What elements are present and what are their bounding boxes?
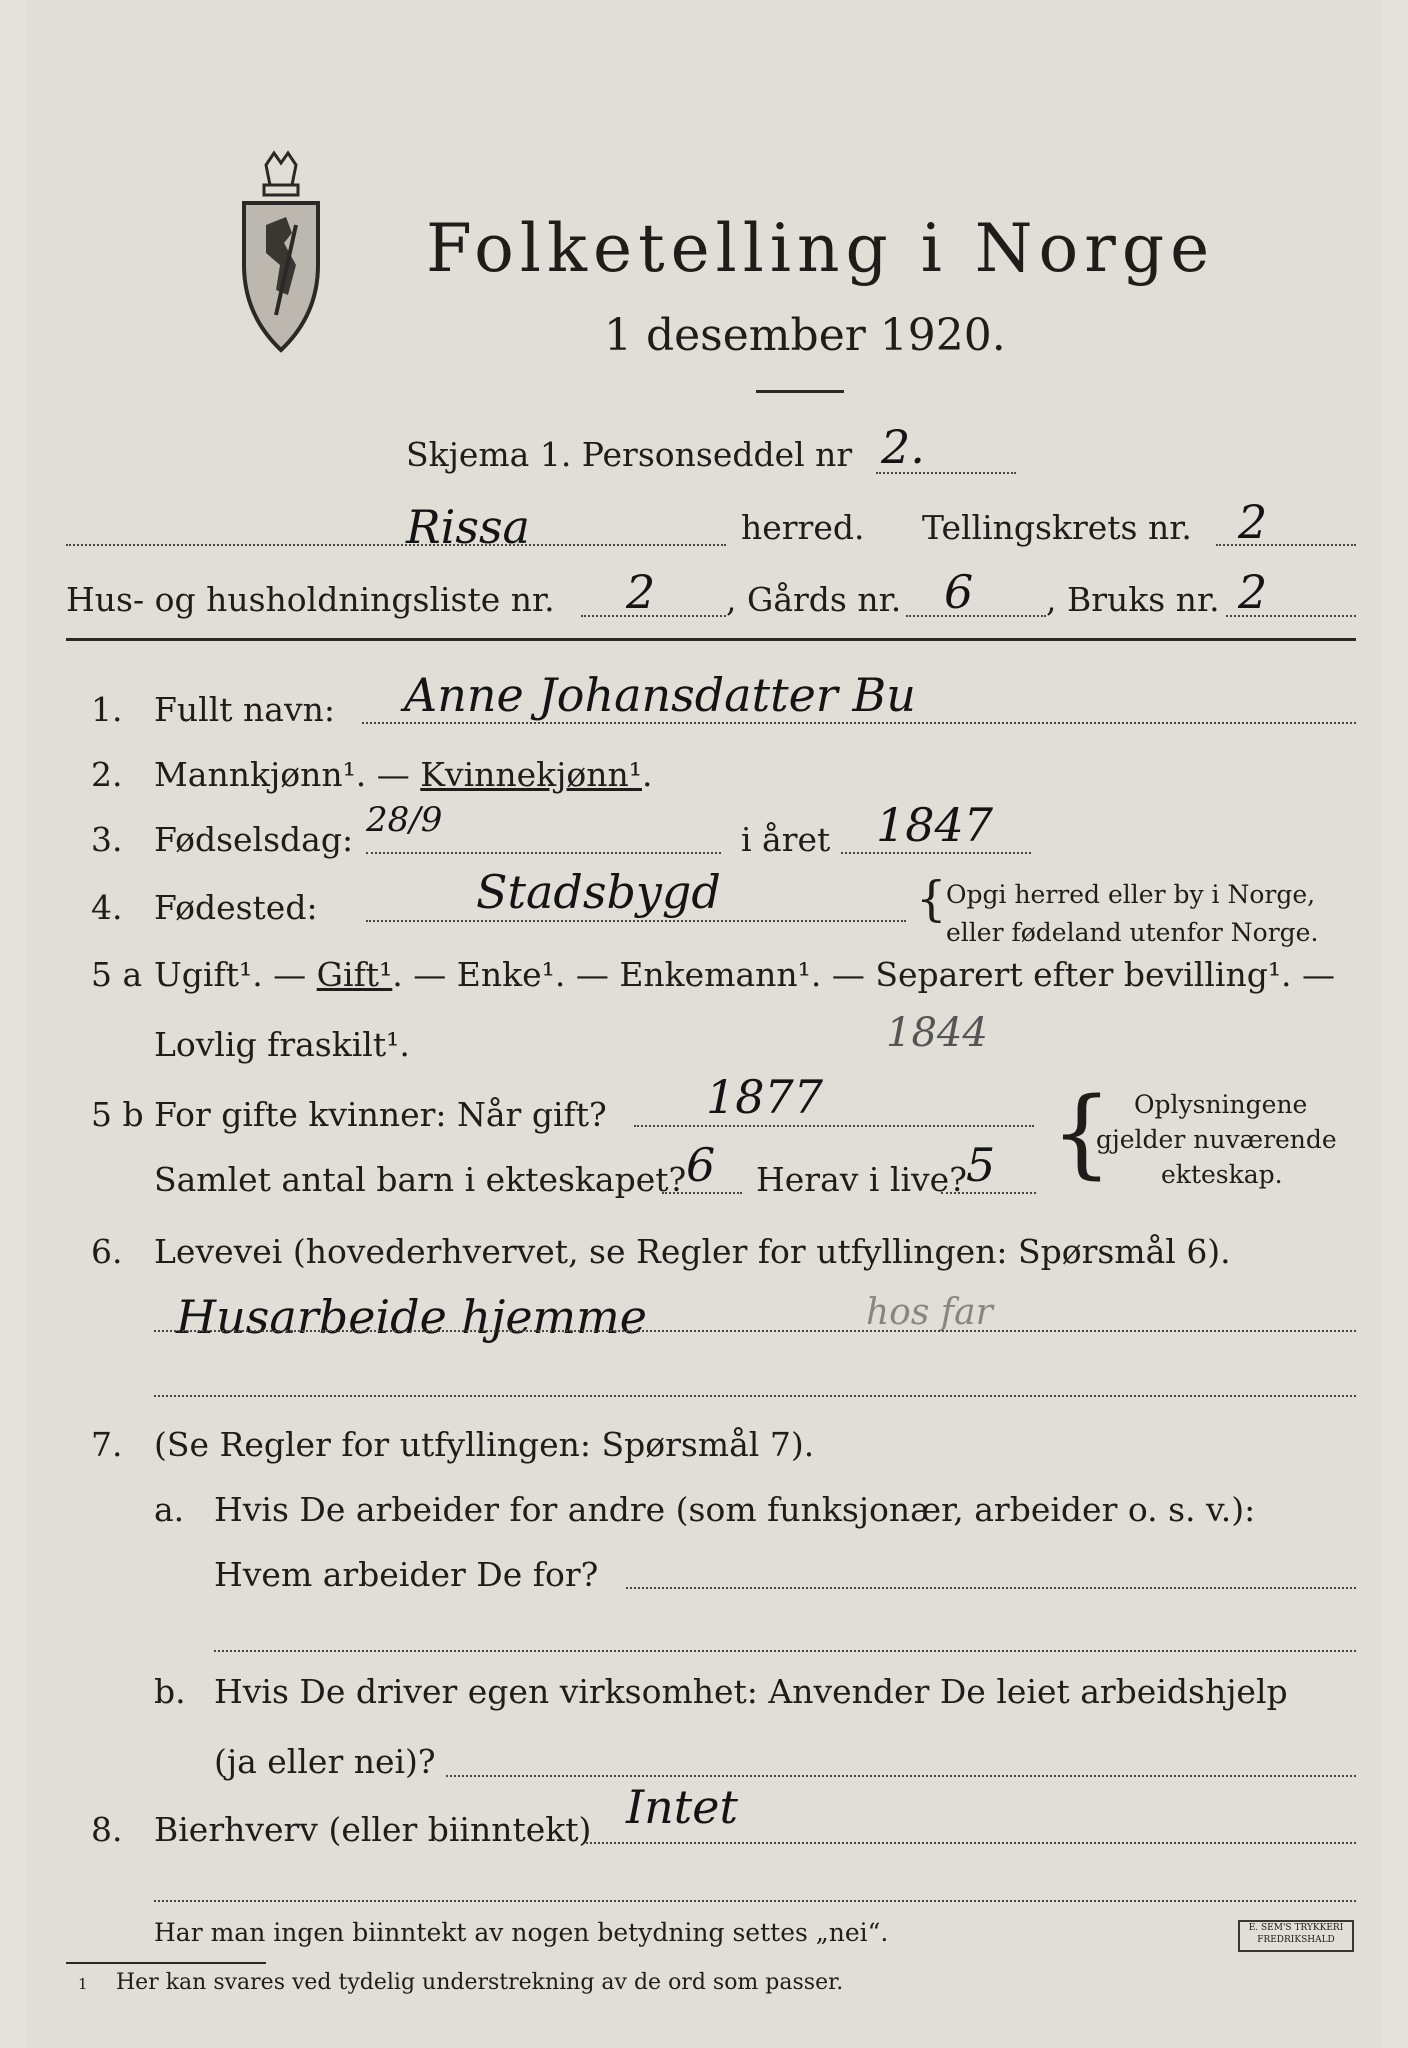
q5a-option-others[interactable]: . — Enke¹. — Enkemann¹. — Separert efter bevilling¹. —	[392, 955, 1336, 994]
q4-brace: {	[916, 871, 947, 927]
q1-label: Fullt navn:	[154, 690, 335, 729]
schema-line	[876, 472, 1016, 474]
herred-value[interactable]: Rissa	[406, 500, 530, 554]
q5b-note-1: Oplysningene	[1134, 1090, 1308, 1119]
q7a-letter: a.	[154, 1490, 185, 1529]
q1-line	[362, 722, 1356, 724]
q4-note-2: eller fødeland utenfor Norge.	[946, 918, 1319, 947]
coat-of-arms-icon	[226, 145, 336, 355]
q3-value[interactable]: 28/9	[366, 800, 443, 840]
gards-line	[906, 615, 1046, 617]
q5b-children-value[interactable]: 6	[686, 1138, 716, 1192]
header-rule	[66, 638, 1356, 641]
q4-line	[366, 920, 906, 922]
q3-year-line	[841, 852, 1031, 854]
q5b-note-3: ekteskap.	[1161, 1160, 1283, 1189]
gards-value[interactable]: 6	[944, 565, 974, 619]
q7b-letter: b.	[154, 1672, 186, 1711]
q7-number: 7.	[91, 1425, 123, 1464]
q4-number: 4.	[91, 888, 123, 927]
q6-value-faded: hos far	[866, 1292, 993, 1333]
schema-value[interactable]: 2.	[881, 420, 925, 474]
q8-value[interactable]: Intet	[626, 1780, 738, 1834]
q5b-note-2: gjelder nuværende	[1096, 1125, 1337, 1154]
q6-line-1	[154, 1330, 1356, 1332]
q5b-alive-value[interactable]: 5	[966, 1138, 996, 1192]
q7a-line-2	[214, 1650, 1356, 1652]
tellingskrets-value[interactable]: 2	[1238, 495, 1268, 549]
q3-year-label: i året	[741, 820, 831, 859]
q8-number: 8.	[91, 1810, 123, 1849]
form-title: Folketelling i Norge	[426, 210, 1216, 287]
bruks-line	[1226, 615, 1356, 617]
q5b-alive-line	[941, 1192, 1036, 1194]
q6-number: 6.	[91, 1232, 123, 1271]
q8-label: Bierhverv (eller biinntekt)	[154, 1810, 592, 1849]
q3-label: Fødselsdag:	[154, 820, 354, 859]
q5b-value[interactable]: 1877	[706, 1070, 824, 1124]
q5a-option-ugift[interactable]: Ugift¹. —	[154, 955, 317, 994]
q3-year-value[interactable]: 1847	[876, 798, 994, 852]
q5a-number: 5 a	[91, 955, 143, 994]
herred-line	[66, 544, 726, 546]
footer-note: Har man ingen biinntekt av nogen betydning settes „nei“.	[154, 1918, 889, 1947]
q4-note-1: Opgi herred eller by i Norge,	[946, 880, 1316, 909]
printer-stamp: E. SEM'S TRYKKERI FREDRIKSHALD	[1238, 1920, 1354, 1952]
census-form	[26, 0, 1382, 2048]
footnote-number: 1	[78, 1975, 88, 1993]
q7a-question: Hvem arbeider De for?	[214, 1555, 599, 1594]
schema-label: Skjema 1. Personseddel nr	[406, 435, 853, 474]
q8-line-2	[154, 1900, 1356, 1902]
household-list-line	[581, 615, 726, 617]
q2-option-male[interactable]: Mannkjønn¹. —	[154, 755, 421, 794]
herred-label: herred.	[741, 508, 865, 547]
q7-label: (Se Regler for utfyllingen: Spørsmål 7).	[154, 1425, 815, 1464]
form-subtitle: 1 desember 1920.	[604, 310, 1006, 361]
q5b-label: For gifte kvinner: Når gift?	[154, 1095, 607, 1134]
q5a-annotation: 1844	[886, 1010, 988, 1056]
q3-number: 3.	[91, 820, 123, 859]
q6-line-2	[154, 1395, 1356, 1397]
q6-label: Levevei (hovederhvervet, se Regler for utfyllingen: Spørsmål 6).	[154, 1232, 1231, 1271]
tellingskrets-line	[1216, 544, 1356, 546]
q7a-text: Hvis De arbeider for andre (som funksjonær, arbeider o. s. v.):	[214, 1490, 1256, 1529]
q1-value[interactable]: Anne Johansdatter Bu	[404, 668, 916, 722]
q5a-line-2[interactable]: Lovlig fraskilt¹.	[154, 1025, 410, 1064]
tellingskrets-label: Tellingskrets nr.	[922, 508, 1192, 547]
household-list-value[interactable]: 2	[626, 565, 656, 619]
q5a-option-gift[interactable]: Gift¹	[316, 955, 393, 994]
q2-options	[154, 755, 653, 794]
q6-value[interactable]: Husarbeide hjemme	[176, 1290, 648, 1344]
bruks-label: , Bruks nr.	[1046, 580, 1220, 619]
bruks-value[interactable]: 2	[1238, 565, 1268, 619]
household-list-label: Hus- og husholdningsliste nr.	[66, 580, 555, 619]
gards-label: , Gårds nr.	[726, 580, 902, 619]
footnote-text: Her kan svares ved tydelig understrekning av de ord som passer.	[116, 1970, 844, 1995]
q2-number: 2.	[91, 755, 123, 794]
q2-end: .	[642, 755, 653, 794]
q7b-question: (ja eller nei)?	[214, 1742, 436, 1781]
q5b-children-line	[662, 1192, 742, 1194]
q7b-line	[446, 1775, 1356, 1777]
q8-line-1	[586, 1842, 1356, 1844]
q5a-options	[154, 955, 1335, 994]
q5b-line	[634, 1125, 1034, 1127]
q5b-alive-label: Herav i live?	[756, 1160, 967, 1199]
q4-label: Fødested:	[154, 888, 318, 927]
q4-value[interactable]: Stadsbygd	[476, 865, 721, 919]
q3-line	[366, 852, 721, 854]
q5b-children-label: Samlet antal barn i ekteskapet?	[154, 1160, 687, 1199]
q5b-number: 5 b	[91, 1095, 144, 1134]
title-divider	[756, 390, 844, 393]
footnote-rule	[66, 1962, 266, 1964]
q2-option-female[interactable]: Kvinnekjønn¹	[420, 755, 642, 794]
q7a-line-1	[626, 1587, 1356, 1589]
q5b-brace: {	[1051, 1077, 1113, 1189]
q7b-text: Hvis De driver egen virksomhet: Anvender De leiet arbeidshjelp	[214, 1672, 1288, 1711]
q1-number: 1.	[91, 690, 123, 729]
